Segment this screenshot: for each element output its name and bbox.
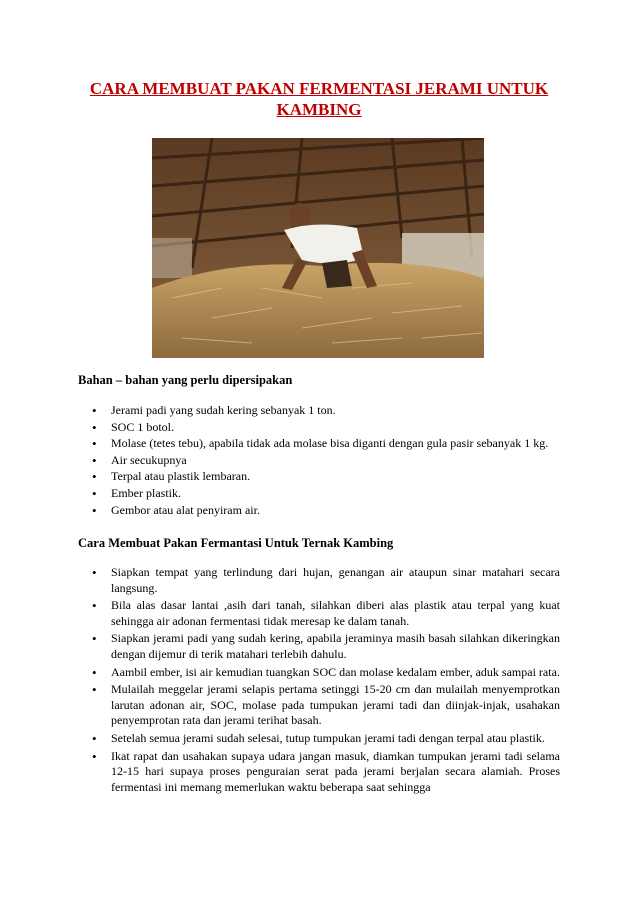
list-item: • Air secukupnya [78,453,560,469]
materials-list [78,403,560,519]
steps-heading: Cara Membuat Pakan Fermantasi Untuk Ternak Kambing [78,536,394,550]
list-item: • Jerami padi yang sudah kering sebanyak 1 ton. [78,403,560,419]
list-item: • Terpal atau plastik lembaran. [78,469,560,485]
straw-fermentation-photo [152,138,484,358]
materials-heading: Bahan – bahan yang perlu dipersipakan [78,373,293,387]
list-item: • Siapkan jerami padi yang sudah kering, apabila jeraminya masih basah silahkan dikeringkan dengan dijemur di terik matahari terlebih dahulu. [78,631,560,662]
page-title: CARA MEMBUAT PAKAN FERMENTASI JERAMI UNTUK KAMBING [89,79,549,119]
steps-list [78,565,560,797]
list-item: • Ikat rapat dan usahakan supaya udara jangan masuk, diamkan tumpukan jerami tadi selama 12-15 hari supaya proses penguraian serat pada jerami berjalan secara alamiah. Proses fermentasi ini memang memerlukan waktu beberapa saat sehingga [78,749,560,796]
list-item: • Ember plastik. [78,486,560,502]
list-item: • Aambil ember, isi air kemudian tuangkan SOC dan molase kedalam ember, aduk sampai rata. [78,665,560,681]
list-item: • Bila alas dasar lantai ,asih dari tanah, silahkan diberi alas plastik atau terpal yang kuat sehingga air adonan fermentasi tidak meresap ke dalam tanah. [78,598,560,629]
list-item: • SOC 1 botol. [78,420,560,436]
list-item: • Gembor atau alat penyiram air. [78,503,560,519]
list-item: • Mulailah meggelar jerami selapis pertama setinggi 15-20 cm dan mulailah menyemprotkan larutan adonan air, SOC, molase pada tumpukan jerami tadi dan diinjak-injak, usahakan penyemprotan rata dan jerami terihat basah. [78,682,560,729]
list-item: • Setelah semua jerami sudah selesai, tutup tumpukan jerami tadi dengan terpal atau plastik. [78,731,560,747]
list-item: • Molase (tetes tebu), apabila tidak ada molase bisa diganti dengan gula pasir sebanyak 1 kg. [78,436,560,452]
list-item: • Siapkan tempat yang terlindung dari hujan, genangan air ataupun sinar matahari secara langsung. [78,565,560,596]
